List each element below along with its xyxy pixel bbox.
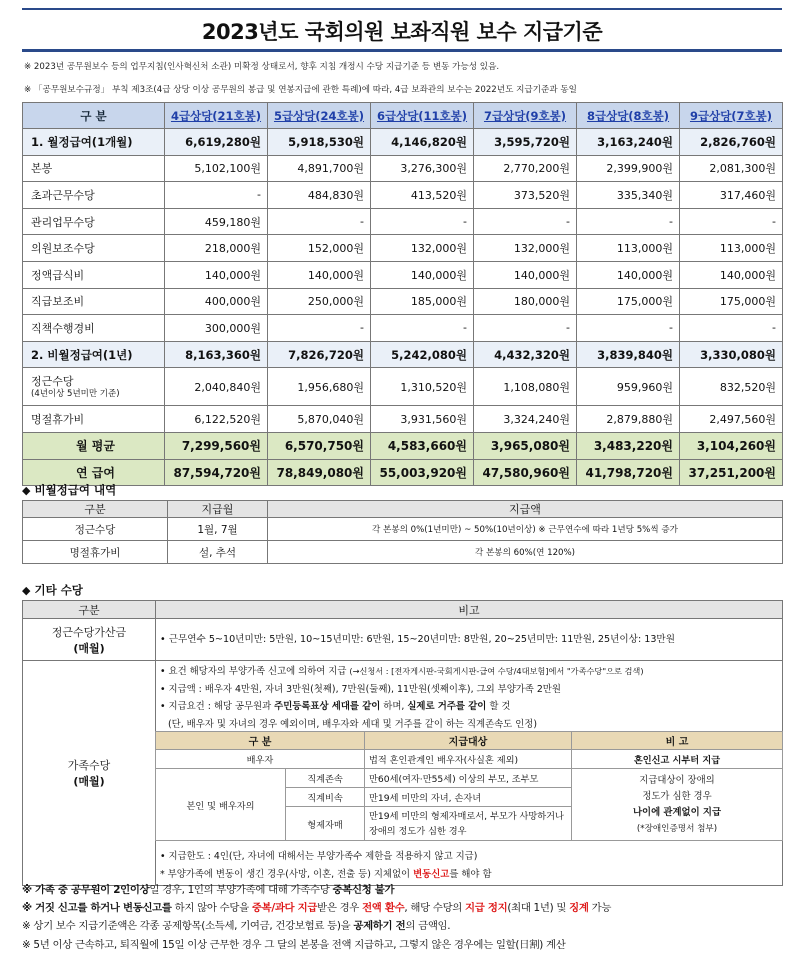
pay-cell: 3,965,080원	[474, 432, 577, 459]
grade-8: 8급상당(8호봉)	[577, 103, 680, 129]
pay-row	[23, 315, 783, 342]
pay-row-label: 1. 월정급여(1개월)	[23, 129, 165, 156]
pay-cell: 185,000원	[371, 288, 474, 315]
pay-cell: -	[577, 208, 680, 235]
pay-cell: -	[165, 182, 268, 209]
pay-row	[23, 208, 783, 235]
header-category: 구 분	[23, 103, 165, 129]
allowance-label: 가족수당 (매월)	[23, 661, 156, 886]
bonus-month: 1월, 7월	[168, 518, 268, 541]
pay-cell: 140,000원	[268, 261, 371, 288]
bonus-table	[22, 500, 783, 564]
pay-cell: 3,931,560원	[371, 406, 474, 433]
pay-row-label: 명절휴가비	[23, 406, 165, 433]
allowance-label: 정근수당가산금 (매월)	[23, 619, 156, 661]
bonus-name: 정근수당	[23, 518, 168, 541]
footnote-2: ※ 거짓 신고를 하거나 변동신고를 하지 않아 수당을 중복/과다 지급받은 경우 전액 환수, 해당 수당의 지급 정지(최대 1년) 및 징계 가능	[22, 902, 612, 914]
pay-cell: 413,520원	[371, 182, 474, 209]
pay-cell: 47,580,960원	[474, 459, 577, 486]
allowance-heading: ◆ 기타 수당	[22, 583, 83, 597]
pay-cell: 317,460원	[680, 182, 783, 209]
pay-cell: -	[474, 315, 577, 342]
allowance-header-note: 비고	[156, 601, 783, 619]
pay-cell: 1,956,680원	[268, 368, 371, 406]
pay-cell: 113,000원	[680, 235, 783, 262]
pay-row-label: 초과근무수당	[23, 182, 165, 209]
pay-cell: 55,003,920원	[371, 459, 474, 486]
family-bullet-limit: • 지급한도 : 4인(단, 자녀에 대해서는 부양가족수 제한을 적용하지 않고 지급)	[160, 851, 478, 862]
grade-4: 4급상당(21호봉)	[165, 103, 268, 129]
grade-9: 9급상당(7호봉)	[680, 103, 783, 129]
pay-row-label: 정액급식비	[23, 261, 165, 288]
pay-cell: 5,918,530원	[268, 129, 371, 156]
pay-cell: 140,000원	[680, 261, 783, 288]
pay-cell: -	[577, 315, 680, 342]
note-grade4: ※ 「공무원보수규정」 부칙 제3조(4급 상당 이상 공무원의 봉급 및 연봉지급에 관한 특례)에 따라, 4급 보좌관의 보수는 2022년도 지급기준과 동일	[24, 85, 577, 95]
pay-cell: 78,849,080원	[268, 459, 371, 486]
pay-cell: 140,000원	[165, 261, 268, 288]
family-header-note: 비 고	[572, 732, 783, 750]
pay-cell: 1,310,520원	[371, 368, 474, 406]
bonus-month: 설, 추석	[168, 541, 268, 564]
pay-cell: 218,000원	[165, 235, 268, 262]
pay-row	[23, 406, 783, 433]
pay-cell: 3,595,720원	[474, 129, 577, 156]
pay-row-label: 월 평균	[23, 432, 165, 459]
grade-6: 6급상당(11호봉)	[371, 103, 474, 129]
pay-cell: 2,399,900원	[577, 155, 680, 182]
pay-row	[23, 235, 783, 262]
family-header-target: 지급대상	[365, 732, 572, 750]
family-row-sibling: 형제자매 만19세 미만의 형제자매로서, 부모가 사망하거나 장애의 정도가 심한 경우	[156, 807, 783, 841]
pay-cell: 113,000원	[577, 235, 680, 262]
pay-cell: 4,432,320원	[474, 341, 577, 368]
pay-cell: 132,000원	[474, 235, 577, 262]
pay-cell: 250,000원	[268, 288, 371, 315]
footnote-4: ※ 5년 이상 근속하고, 퇴직월에 15일 이상 근무한 경우 그 달의 본봉을 전액 지급하고, 그렇지 않은 경우에는 일할(日割) 계산	[22, 939, 566, 951]
family-header-type: 구 분	[156, 732, 365, 750]
pay-cell: -	[680, 208, 783, 235]
grade-7: 7급상당(9호봉)	[474, 103, 577, 129]
pay-cell: 2,497,560원	[680, 406, 783, 433]
pay-row-label: 직책수행경비	[23, 315, 165, 342]
pay-cell: 152,000원	[268, 235, 371, 262]
pay-cell: 180,000원	[474, 288, 577, 315]
pay-cell: 3,330,080원	[680, 341, 783, 368]
bonus-name: 명절휴가비	[23, 541, 168, 564]
allowance-text: • 근무연수 5~10년미만: 5만원, 10~15년미만: 6만원, 15~20년미만: 8만원, 20~25년미만: 11만원, 25년이상: 13만원	[156, 619, 783, 661]
pay-cell: 7,299,560원	[165, 432, 268, 459]
pay-row-label: 관리업무수당	[23, 208, 165, 235]
pay-cell: 2,040,840원	[165, 368, 268, 406]
pay-cell: 335,340원	[577, 182, 680, 209]
family-row-descendant: 직계비속 만19세 미만의 자녀, 손자녀	[156, 788, 783, 807]
bonus-header-month: 지급월	[168, 501, 268, 518]
pay-cell: 484,830원	[268, 182, 371, 209]
pay-cell: 175,000원	[680, 288, 783, 315]
pay-cell: -	[680, 315, 783, 342]
pay-row	[23, 288, 783, 315]
bonus-amount: 각 본봉의 60%(연 120%)	[268, 541, 783, 564]
family-disability-note: 지급대상이 장애의 정도가 심한 경우 나이에 관계없이 지급 (*장애인증명서 첨부)	[572, 769, 783, 841]
family-row-ascendant: 본인 및 배우자의 직계존속 만60세(여자·만55세) 이상의 부모, 조부모 지급대상이 장애의 정도가 심한 경우 나이에 관계없이 지급 (*장애인증명서 첨부)	[156, 769, 783, 788]
footnote-3: ※ 상기 보수 지급기준액은 각종 공제항목(소득세, 기여금, 건강보험료 등)을 공제하기 전의 금액임.	[22, 920, 451, 932]
pay-row	[23, 129, 783, 156]
pay-cell: 2,879,880원	[577, 406, 680, 433]
pay-cell: 400,000원	[165, 288, 268, 315]
pay-row-label: 2. 비월정급여(1년)	[23, 341, 165, 368]
pay-cell: -	[371, 208, 474, 235]
family-bullet-1: • 요건 해당자의 부양가족 신고에 의하여 지급 (→신청서 : [전자게시판-국회게시판-급여 수당/4대보험]에서 "가족수당"으로 검색)	[160, 666, 644, 677]
pay-cell: 4,891,700원	[268, 155, 371, 182]
pay-table-header	[23, 103, 783, 129]
pay-row	[23, 432, 783, 459]
family-row-spouse: 배우자 법적 혼인관계인 배우자(사실혼 제외) 혼인신고 시부터 지급	[156, 750, 783, 769]
pay-cell: 300,000원	[165, 315, 268, 342]
pay-cell: 3,839,840원	[577, 341, 680, 368]
pay-row-label: 의원보조수당	[23, 235, 165, 262]
pay-cell: -	[268, 208, 371, 235]
pay-cell: 3,276,300원	[371, 155, 474, 182]
pay-row-label: 직급보조비	[23, 288, 165, 315]
pay-cell: 6,122,520원	[165, 406, 268, 433]
allowance-row-bonus	[23, 619, 783, 661]
family-bullet-2: • 지급액 : 배우자 4만원, 자녀 3만원(첫째), 7만원(둘째), 11만원(셋째이후), 그외 부양가족 2만원	[160, 683, 561, 695]
pay-cell: 3,324,240원	[474, 406, 577, 433]
pay-cell: 41,798,720원	[577, 459, 680, 486]
allowance-header-type: 구분	[23, 601, 156, 619]
diamond-icon: ◆	[22, 584, 31, 597]
pay-cell: 2,081,300원	[680, 155, 783, 182]
pay-row	[23, 261, 783, 288]
page-title: 2023년도 국회의원 보좌직원 보수 지급기준	[22, 8, 782, 52]
pay-row	[23, 459, 783, 486]
pay-cell: -	[474, 208, 577, 235]
pay-cell: 37,251,200원	[680, 459, 783, 486]
diamond-icon: ◆	[22, 484, 31, 497]
pay-cell: 3,163,240원	[577, 129, 680, 156]
footnote-1: ※ 가족 중 공무원이 2인이상일 경우, 1인의 부양가족에 대해 가족수당 중복신청 불가	[22, 884, 395, 896]
pay-cell: 3,483,220원	[577, 432, 680, 459]
pay-cell: 175,000원	[577, 288, 680, 315]
pay-cell: 373,520원	[474, 182, 577, 209]
pay-cell: 832,520원	[680, 368, 783, 406]
pay-row-label: 연 급여	[23, 459, 165, 486]
pay-row	[23, 341, 783, 368]
pay-cell: 5,870,040원	[268, 406, 371, 433]
pay-cell: 140,000원	[577, 261, 680, 288]
bonus-row	[23, 541, 783, 564]
pay-cell: 140,000원	[474, 261, 577, 288]
family-bullet-change: * 부양가족에 변동이 생긴 경우(사망, 이혼, 전출 등) 지체없이 변동신고를 해야 함	[160, 868, 492, 880]
pay-cell: 3,104,260원	[680, 432, 783, 459]
pay-cell: 959,960원	[577, 368, 680, 406]
pay-table	[22, 102, 783, 486]
family-bullet-3-note: (단, 배우자 및 자녀의 경우 예외이며, 배우자와 세대 및 거주를 같이 하는 직계존속도 인정)	[168, 718, 537, 730]
pay-cell: 2,826,760원	[680, 129, 783, 156]
bonus-heading: ◆ 비월정급여 내역	[22, 483, 117, 497]
pay-cell: 7,826,720원	[268, 341, 371, 368]
bonus-header-type: 구분	[23, 501, 168, 518]
bonus-header-amount: 지급액	[268, 501, 783, 518]
pay-cell: 5,242,080원	[371, 341, 474, 368]
bonus-row	[23, 518, 783, 541]
pay-cell: -	[371, 315, 474, 342]
pay-cell: 8,163,360원	[165, 341, 268, 368]
pay-cell: 6,619,280원	[165, 129, 268, 156]
family-target-table	[155, 731, 783, 841]
family-group-label: 본인 및 배우자의	[156, 769, 286, 841]
pay-cell: 5,102,100원	[165, 155, 268, 182]
pay-cell: 87,594,720원	[165, 459, 268, 486]
pay-cell: 4,146,820원	[371, 129, 474, 156]
pay-cell: 1,108,080원	[474, 368, 577, 406]
pay-cell: 132,000원	[371, 235, 474, 262]
pay-cell: 4,583,660원	[371, 432, 474, 459]
pay-row	[23, 155, 783, 182]
bonus-amount: 각 본봉의 0%(1년미만) ~ 50%(10년이상) ※ 근무연수에 따라 1년당 5%씩 증가	[268, 518, 783, 541]
note-guideline: ※ 2023년 공무원보수 등의 업무지침(인사혁신처 소관) 미확정 상태로서, 향후 지침 개정시 수당 지급기준 등 변동 가능성 있음.	[24, 62, 500, 72]
pay-cell: 140,000원	[371, 261, 474, 288]
pay-row-label: 본봉	[23, 155, 165, 182]
pay-row	[23, 182, 783, 209]
pay-cell: -	[268, 315, 371, 342]
pay-row-label: 정근수당 (4년이상 5년미만 기준)	[23, 368, 165, 406]
pay-row	[23, 368, 783, 406]
family-bullet-3: • 지급요건 : 해당 공무원과 주민등록표상 세대를 같이 하며, 실제로 거주를 같이 할 것	[160, 701, 511, 712]
pay-cell: 459,180원	[165, 208, 268, 235]
pay-cell: 2,770,200원	[474, 155, 577, 182]
pay-cell: 6,570,750원	[268, 432, 371, 459]
grade-5: 5급상당(24호봉)	[268, 103, 371, 129]
